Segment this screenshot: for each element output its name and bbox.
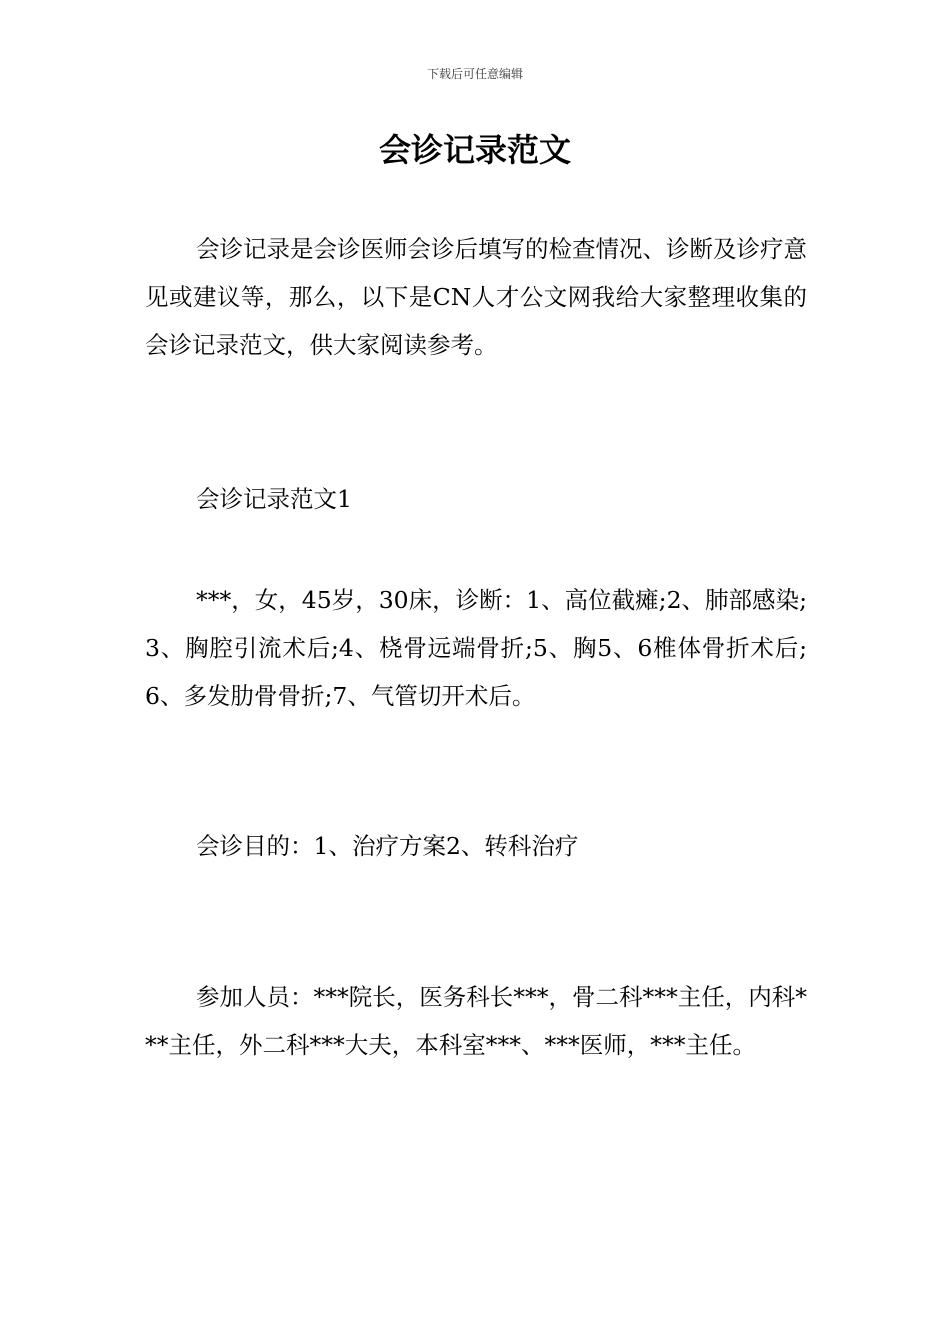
header-note: 下载后可任意编辑 [426,67,523,81]
patient-info-paragraph: ***，女，45岁，30床，诊断：1、高位截瘫;2、肺部感染;3、胸腔引流术后;4、桡骨远端骨折;5、胸5、6椎体骨折术后;6、多发肋骨骨折;7、气管切开术后。 [145,586,807,710]
section-heading: 会诊记录范文1 [196,485,352,513]
intro-paragraph: 会诊记录是会诊医师会诊后填写的检查情况、诊断及诊疗意见或建议等，那么，以下是CN人才公文网我给大家整理收集的会诊记录范文，供大家阅读参考。 [145,235,807,359]
document-title: 会诊记录范文 [378,131,571,169]
participants-paragraph: 参加人员：***院长，医务科长***，骨二科***主任，内科***主任，外二科***大夫，本科室***、***医师，***主任。 [145,983,807,1059]
consult-purpose-paragraph: 会诊目的：1、治疗方案2、转科治疗 [196,832,579,860]
